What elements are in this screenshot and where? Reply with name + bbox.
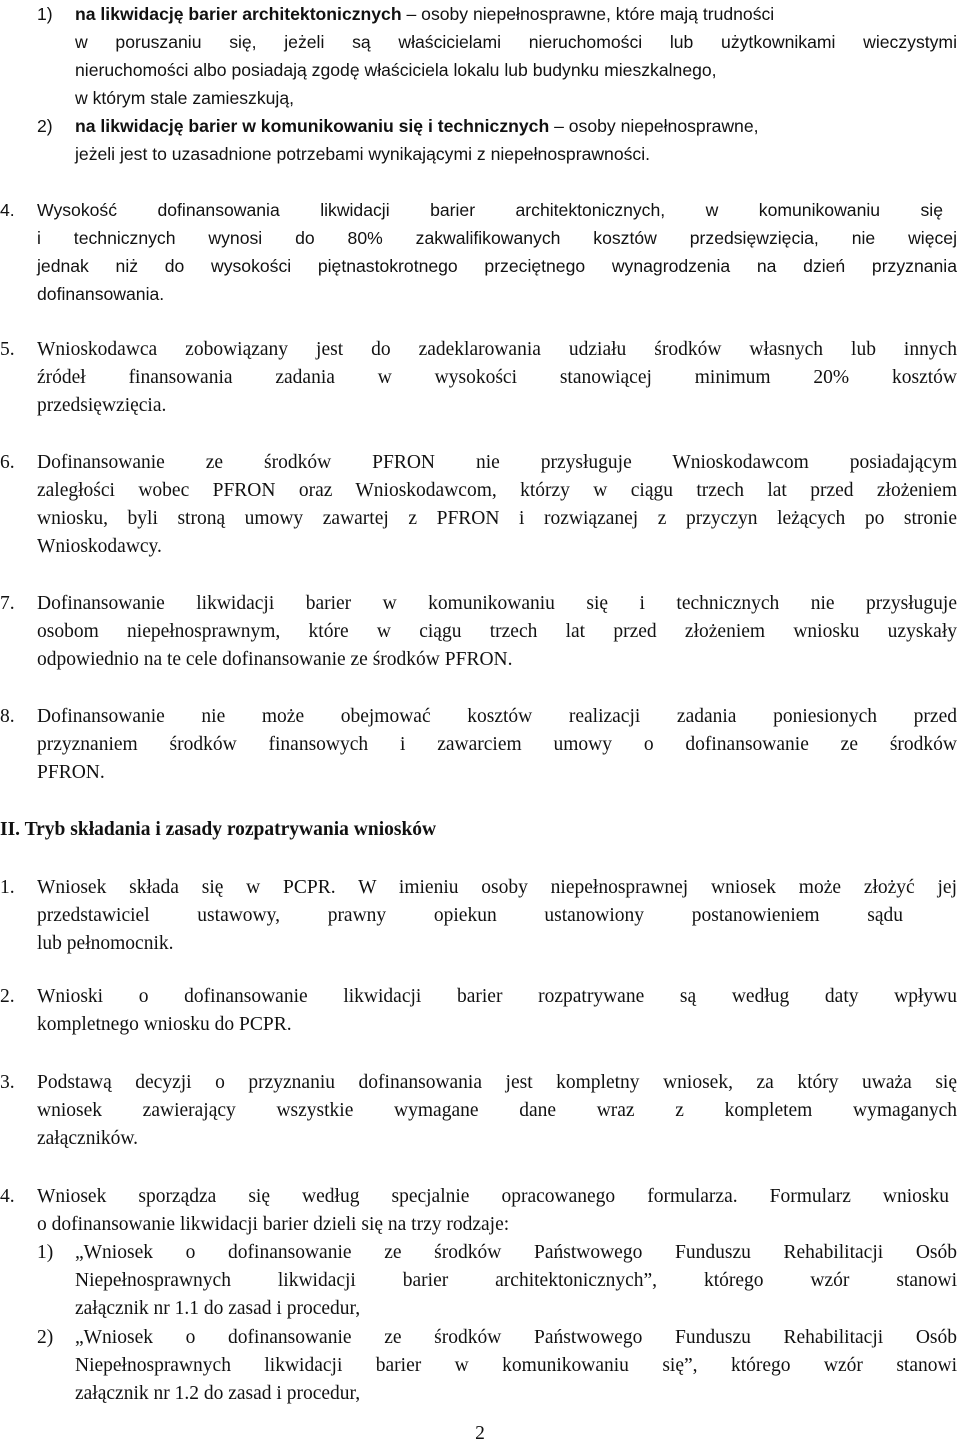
item-line: Podstawą decyzji o przyznaniu dofinansowania jest kompletny wniosek, za który uważa się (37, 1072, 957, 1093)
paragraph-line: Wnioskodawca zobowiązany jest do zadeklarowania udziału środków własnych lub innych (37, 339, 957, 360)
paragraph-number: 5. (0, 339, 15, 360)
bold-lead: na likwidację barier w komunikowaniu się i technicznych (75, 116, 550, 136)
sub-item-line: Niepełnosprawnych likwidacji barier w komunikowaniu się”, którego wzór stanowi (75, 1355, 957, 1376)
paragraph-number: 7. (0, 593, 15, 614)
sub-item-marker: 1) (37, 1242, 54, 1263)
list-marker: 2) (37, 116, 53, 136)
item-line: Wnioski o dofinansowanie likwidacji barier rozpatrywane są według daty wpływu (37, 986, 957, 1007)
sub-item-line: załącznik nr 1.2 do zasad i procedur, (75, 1383, 361, 1404)
item-line: Wniosek składa się w PCPR. W imieniu osoby niepełnosprawnej wniosek może złożyć jej (37, 877, 957, 898)
item-line: przedstawiciel ustawowy, prawny opiekun ustanowiony postanowieniem sądu (37, 905, 903, 926)
item-line: o dofinansowanie likwidacji barier dzieli się na trzy rodzaje: (37, 1214, 510, 1235)
list-marker: 1) (37, 4, 53, 24)
item-number: 2. (0, 986, 15, 1007)
item-line: Wniosek sporządza się według specjalnie opracowanego formularza. Formularz wniosku (37, 1186, 949, 1207)
item-line: załączników. (37, 1128, 139, 1149)
lead-rest: – osoby niepełnosprawne, (549, 116, 759, 136)
list-item-line: w poruszaniu się, jeżeli są właścicielami nieruchomości lub użytkownikami wieczystymi (75, 32, 957, 52)
item-number: 3. (0, 1072, 15, 1093)
sub-item-line: załącznik nr 1.1 do zasad i procedur, (75, 1298, 361, 1319)
sub-item-line: „Wniosek o dofinansowanie ze środków Państwowego Funduszu Rehabilitacji Osób (75, 1327, 957, 1348)
item-number: 4. (0, 1186, 15, 1207)
section-heading: II. Tryb składania i zasady rozpatrywania wniosków (0, 819, 437, 840)
list-item-line: w którym stale zamieszkują, (75, 88, 295, 108)
paragraph-line: i technicznych wynosi do 80% zakwalifikowanych kosztów przedsięwzięcia, nie więcej (37, 228, 957, 248)
paragraph-line: zaległości wobec PFRON oraz Wnioskodawcom, którzy w ciągu trzech lat przed złożeniem (37, 480, 957, 501)
paragraph-number: 8. (0, 706, 15, 727)
item-line: wniosek zawierający wszystkie wymagane dane wraz z kompletem wymaganych (37, 1100, 957, 1121)
lead-rest: – osoby niepełnosprawne, które mają trudności (401, 4, 775, 24)
paragraph-line: Dofinansowanie likwidacji barier w komunikowaniu się i technicznych nie przysługuje (37, 593, 957, 614)
list-item-line: nieruchomości albo posiadają zgodę właściciela lokalu lub budynku mieszkalnego, (75, 60, 717, 80)
paragraph-number: 4. (0, 200, 15, 220)
list-item-first-line (75, 112, 957, 140)
paragraph-line: Wysokość dofinansowania likwidacji barier architektonicznych, w komunikowaniu się (37, 200, 943, 220)
paragraph-line: jednak niż do wysokości piętnastokrotnego przeciętnego wynagrodzenia na dzień przyznania (37, 256, 957, 276)
paragraph-line: źródeł finansowania zadania w wysokości stanowiącej minimum 20% kosztów (37, 367, 957, 388)
paragraph-line: odpowiednio na te cele dofinansowanie ze środków PFRON. (37, 649, 513, 670)
paragraph-line: dofinansowania. (37, 284, 165, 304)
paragraph-line: przyznaniem środków finansowych i zawarciem umowy o dofinansowanie ze środków (37, 734, 957, 755)
sub-item-marker: 2) (37, 1327, 54, 1348)
paragraph-line: osobom niepełnosprawnym, które w ciągu trzech lat przed złożeniem wniosku uzyskały (37, 621, 957, 642)
sub-item-line: „Wniosek o dofinansowanie ze środków Państwowego Funduszu Rehabilitacji Osób (75, 1242, 957, 1263)
list-item-first-line (75, 0, 957, 28)
paragraph-line: Dofinansowanie nie może obejmować kosztów realizacji zadania poniesionych przed (37, 706, 957, 727)
list-item-line: jeżeli jest to uzasadnione potrzebami wynikającymi z niepełnosprawności. (75, 144, 651, 164)
paragraph-line: Wnioskodawcy. (37, 536, 162, 557)
bold-lead: na likwidację barier architektonicznych (75, 4, 402, 24)
paragraph-line: PFRON. (37, 762, 105, 783)
sub-item-line: Niepełnosprawnych likwidacji barier architektonicznych”, którego wzór stanowi (75, 1270, 957, 1291)
item-line: lub pełnomocnik. (37, 933, 174, 954)
paragraph-number: 6. (0, 452, 15, 473)
paragraph-line: Dofinansowanie ze środków PFRON nie przysługuje Wnioskodawcom posiadającym (37, 452, 957, 473)
item-line: kompletnego wniosku do PCPR. (37, 1014, 292, 1035)
paragraph-line: wniosku, byli stroną umowy zawartej z PFRON i rozwiązanej z przyczyn leżących po stronie (37, 508, 957, 529)
paragraph-line: przedsięwzięcia. (37, 395, 167, 416)
item-number: 1. (0, 877, 15, 898)
page-number: 2 (475, 1423, 485, 1444)
